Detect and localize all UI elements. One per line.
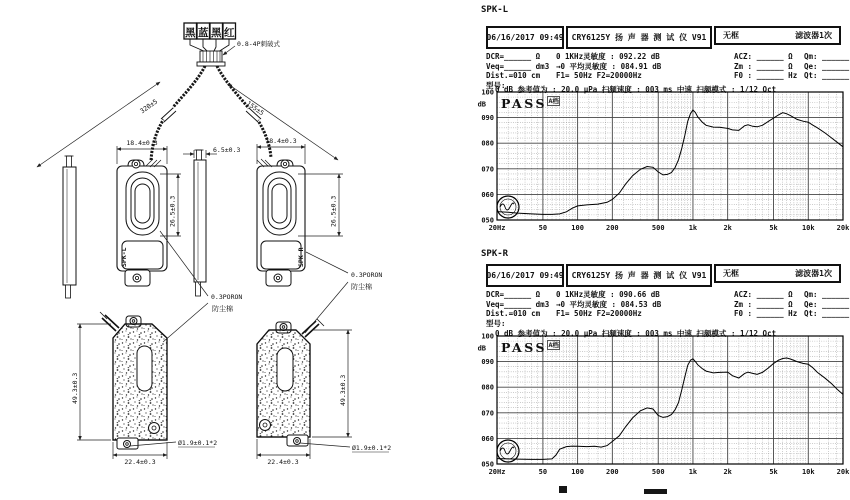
wire-label-black1: 黑	[184, 26, 196, 39]
dim-back-height-right-label: 49.3±0.3	[339, 374, 347, 406]
cable-left	[151, 66, 205, 161]
x-tick-label: 500	[651, 224, 665, 232]
y-tick-label: 080	[481, 139, 494, 148]
dim-back-width-left-label: 22.4±0.3	[124, 458, 156, 466]
x-tick-label: 20Hz	[488, 468, 506, 476]
response-curve	[497, 358, 843, 459]
spk-l-part-label: SPK-L	[120, 247, 128, 267]
x-tick-label: 200	[606, 224, 619, 232]
y-tick-label: 090	[481, 114, 494, 123]
connector-note-label: 0.8-4P刺破式	[237, 40, 280, 48]
wire-label-black2: 黑	[210, 26, 222, 39]
dim-cable-left-line	[37, 82, 160, 167]
dim-cable-right-label: 155±5	[244, 99, 266, 118]
svg-text:0.3PORON: 0.3PORON	[351, 271, 383, 279]
dim-cable-right-line	[228, 84, 338, 160]
report-2-pass-grade: A档	[548, 341, 559, 349]
x-tick-label: 500	[651, 468, 665, 476]
report-2-pass: PASS $^{A档}$	[501, 340, 559, 356]
y-tick-label: 100	[481, 88, 494, 97]
side-view-left	[63, 156, 76, 298]
dim-front-width-right-label: 18.4±0.3	[265, 137, 297, 145]
x-tick-label: 20Hz	[488, 224, 506, 232]
report-2-ref-line: 0 dB 参考值为 : 20.0 μPa 扫频速度 : 003 ms 中速 扫频模式 : 1/12 Oct	[495, 329, 777, 338]
spk-r-part-label: SPK-R	[297, 247, 305, 267]
y-tick-label: 070	[481, 409, 494, 418]
report-2-filter: 滤波器1次	[795, 269, 832, 278]
y-tick-label: 100	[481, 332, 494, 341]
dim-back-height-left-label: 49.3±0.3	[71, 372, 79, 404]
dim-front-width-left-label: 18.4±0.3	[126, 139, 158, 147]
report-1-params: DCR=______ Ω 0 1KHz灵敏度 : 092.22 dB ACZ: ______ Ω Qm: ______ Veq=______ dm3 →0 平均灵敏度 : 084.91 dB Zm : ______ Ω Qe: ______ Dist.=010 cm F1= 50Hz F2=20000Hz F0 : ______ Hz Qt: ______ 型号:	[486, 52, 850, 90]
y-axis-unit: dB	[477, 344, 486, 353]
plot-border	[497, 336, 843, 464]
y-tick-label: 050	[481, 460, 494, 469]
x-tick-label: 2k	[723, 468, 732, 476]
x-tick-label: 2k	[723, 224, 732, 232]
svg-text:0.3PORON: 0.3PORON	[211, 293, 243, 301]
svg-text:防尘棉: 防尘棉	[212, 305, 233, 313]
x-tick-label: 20k	[836, 468, 850, 476]
hole-callout-left-label: Ø1.9±0.1*2	[178, 439, 218, 447]
report-1-filter: 滤波器1次	[795, 31, 832, 40]
x-tick-label: 1k	[688, 224, 698, 232]
x-tick-label: 100	[571, 468, 584, 476]
side-view-middle	[194, 150, 206, 296]
wire-label-red: 红	[223, 26, 235, 39]
report-2-datetime: 06/16/2017 09:49	[486, 264, 564, 287]
x-tick-label: 10k	[801, 224, 815, 232]
dim-oval-right-label: 26.5±0.3	[329, 195, 338, 227]
report-2-mode-box	[714, 264, 841, 283]
y-tick-label: 050	[481, 216, 494, 225]
back-view-right	[257, 319, 324, 446]
back-view-left	[100, 312, 167, 449]
svg-text:防尘棉: 防尘棉	[351, 283, 372, 291]
artifact-mark-2	[644, 489, 667, 494]
report-1-pass-grade: A档	[548, 97, 559, 105]
report-1-title: SPK-L	[481, 5, 509, 15]
report-1-mount: 无框	[723, 31, 739, 40]
x-tick-label: 50	[538, 224, 548, 232]
x-tick-label: 10k	[801, 468, 815, 476]
report-2-mount: 无框	[723, 269, 739, 278]
x-tick-label: 20k	[836, 224, 850, 232]
y-tick-label: 060	[481, 434, 494, 443]
poron-note-top	[305, 252, 382, 333]
x-tick-label: 1k	[688, 468, 698, 476]
dim-cable-left-label: 320±5	[138, 97, 160, 116]
report-2-title: SPK-R	[481, 249, 509, 259]
response-curve	[497, 110, 843, 214]
x-tick-label: 200	[606, 468, 619, 476]
plot-border	[497, 92, 843, 220]
dim-oval-left-label: 26.5±0.3	[168, 195, 177, 227]
hole-callout-right-label: Ø1.9±0.1*2	[352, 444, 392, 452]
connector-assembly	[190, 39, 229, 66]
x-tick-label: 100	[571, 224, 584, 232]
dim-back-height-left-lines	[77, 324, 111, 440]
x-tick-label: 5k	[769, 468, 778, 476]
report-1-ref-line: 0 dB 参考值为 : 20.0 μPa 扫频速度 : 003 ms 中速 扫频模式 : 1/12 Oct	[495, 85, 777, 94]
y-tick-label: 080	[481, 383, 494, 392]
report-1-pass: PASS $^{A档}$	[501, 96, 559, 112]
y-tick-label: 060	[481, 190, 494, 199]
y-axis-unit: dB	[477, 100, 486, 109]
dim-back-width-right-label: 22.4±0.3	[267, 458, 299, 466]
x-tick-label: 50	[538, 468, 548, 476]
x-tick-label: 5k	[769, 224, 778, 232]
report-1-device: CRY6125Y 扬 声 器 测 试 仪 V91	[566, 26, 712, 49]
report-1-mode-box	[714, 26, 841, 45]
artifact-mark-1	[559, 486, 567, 493]
report-2-device: CRY6125Y 扬 声 器 测 试 仪 V91	[566, 264, 712, 287]
wire-label-blue: 蓝	[197, 26, 209, 39]
dim-thickness-label: 6.5±0.3	[213, 146, 241, 154]
y-tick-label: 090	[481, 358, 494, 367]
y-tick-label: 070	[481, 165, 494, 174]
report-1-datetime: 06/16/2017 09:49	[486, 26, 564, 49]
report-2-params: DCR=______ Ω 0 1KHz灵敏度 : 090.66 dB ACZ: ______ Ω Qm: ______ Veq=______ dm3 →0 平均灵敏度 : 084.53 dB Zm : ______ Ω Qe: ______ Dist.=010 cm F1= 50Hz F2=20000Hz F0 : ______ Hz Qt: ______ 型号:	[486, 290, 850, 328]
